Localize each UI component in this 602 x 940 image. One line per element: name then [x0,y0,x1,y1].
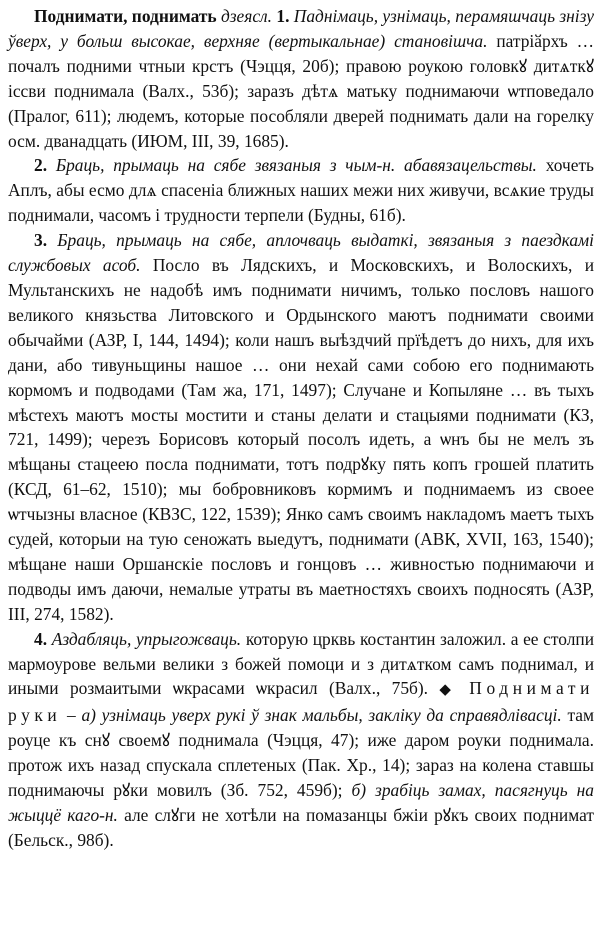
sense-number: 1. [276,6,290,26]
sense-definition: Браць, прымаць на сябе звязаныя з чым-н. абавязацельствы. [55,155,537,176]
phrase-definition-b: б) зрабіць замах, пасягнуць на жыццё каго-н. [8,780,594,825]
sense-4 [8,627,594,853]
grammar-label: дзеясл. [220,6,272,26]
sense-1 [8,4,594,153]
sense-number: 4. [34,628,48,649]
dictionary-entry [8,4,594,853]
phrase-dash: – [61,705,82,726]
sense-definition: Паднімаць, узнімаць, перамяшчаць знізу ўверх, у больш высокае, верхняе (вертыкальнае) становішча. [8,6,594,51]
phrase-examples-a: там роуце къ снꙋ своемꙋ поднимала (Чэцця, 47); иже даром роуки поднимала. протож ихъ назад спускала сплетеных (Пак. Хр., 14); зараз на колена ставшы поднимаючы рꙋки мовилъ (Зб. 752, 459б); [8,705,594,801]
sense-examples: патріӑрхъ … почалъ подними чтныи крстъ (Чэцця, 20б); правою роукою головкꙋ дитѧткꙋ іссви поднимала (Валх., 53б); заразъ дѣтѧ матьку поднимаючи ѡтповедало (Пралог, 611); людемъ, которые пособляли дверей поднимать дали на горелку осм. дванадцать (ИЮМ, III, 39, 1685). [8,30,594,151]
sense-examples: которую црквь костантин заложил. а ее столпи мармоуровe вельми велики з божей помоци и з дитѧтком самъ поднимал, и иными розмаитыми ѡкрасами ѡкрасил (Валх., 75б). [8,628,595,699]
sense-examples: хочеть Аплъ, абы есмо длѧ спасеніа ближных наших межи них живучи, всѧкие труды поднимали, часомъ і трудности терпели (Будны, 61б). [8,155,594,226]
phrase-heading: Поднимати руки [8,678,594,726]
sense-3 [8,228,594,627]
diamond-icon: ◆ [439,682,458,699]
sense-2 [8,153,594,228]
sense-number: 2. [34,155,48,176]
sense-definition: Браць, прымаць на сябе, аплочваць выдаткі, звязаныя з паездкамі службовых асоб. [8,230,594,276]
sense-definition: Аздабляць, упрыгожваць. [51,628,242,649]
phrase-examples-b: але слꙋги не хотѣли на помазанцы бжіи рꙋкъ своих поднимат (Бельск., 98б). [8,805,594,850]
sense-number: 3. [34,230,48,251]
sense-examples: Посло въ Лядскихъ, и Московскихъ, и Волоскихъ, и Мультанскихъ не надобѣ имъ поднимати ничимъ, только пословъ нашого великого князьства Литовского и Ордынского маютъ поднимати своими обычайми (АЗР, I, 144, 1494); коли нашъ выѣздчий прїѣдетъ до нихъ, для ихъ дани, або тивуньщины нашое … они нехай сами собою его поднимають кормомъ и подводами (Там жа, 171, 1497); Случане и Копыляне … въ тыхъ мѣстехъ маютъ мосты мостити и станы делати и стацыями поднимати (КЗ, 721, 1499); черезъ Борисовъ который посолъ идеть, а ѡнъ бы не мелъ зъ мѣщаны стацеею посла поднимати, тотъ подрꙋку пять копъ грошей платить (КСД, 61–62, 1510); мы бобровниковъ кормимъ и поднимаемъ из своее ѡтчызны власное (КВЗС, 122, 1539); Янко самъ своимъ накладомъ маетъ тыхъ судей, которыи на тую сеножать выедутъ, поднимати (АВК, XVII, 163, 1540); мѣщане наши Оршанскіе пословъ и гонцовъ … живностью поднимаючи и подводы имъ даючи, немалые утраты въ маетностяхъ своихъ подносять (АЗР, III, 274, 1582). [8,255,594,624]
headword: Поднимати, поднимать [34,6,217,26]
phrase-definition-a: а) узнімаць уверх рукі ў знак мальбы, заклiку да справядлівасці. [81,705,562,726]
